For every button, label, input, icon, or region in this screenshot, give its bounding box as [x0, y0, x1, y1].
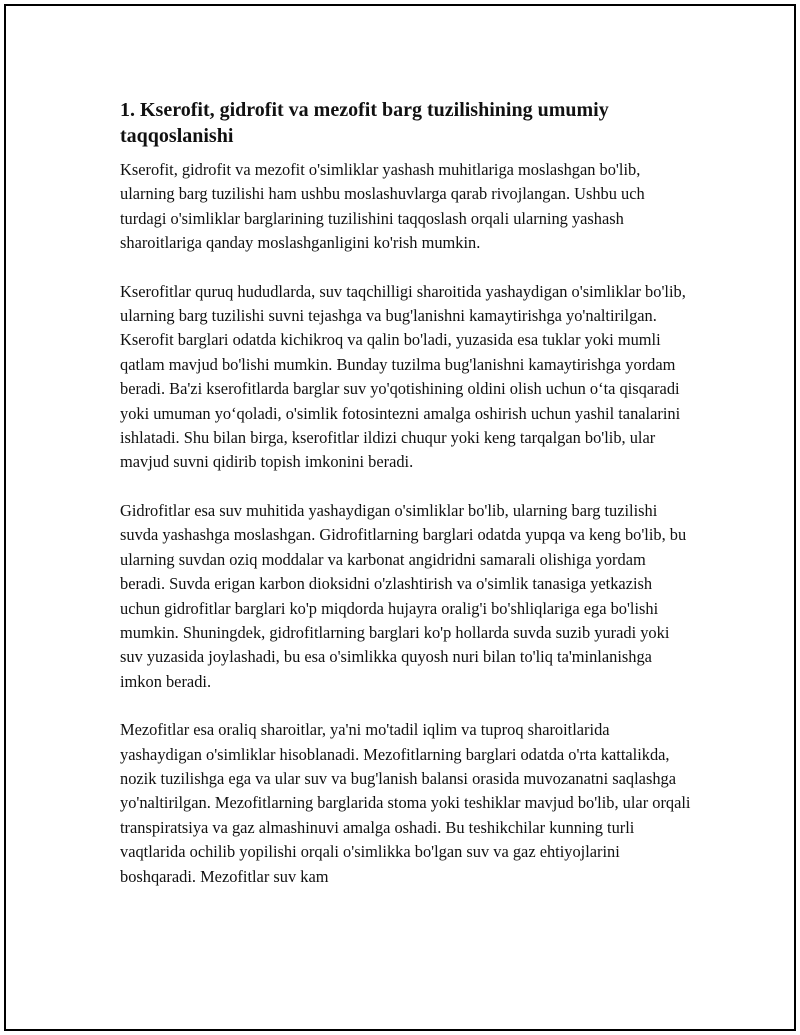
page-content: [120, 97, 692, 913]
paragraph-gidrofitlar: Gidrofitlar esa suv muhitida yashaydigan o'simliklar bo'lib, ularning barg tuzilishi suvda yashashga moslashgan. Gidrofitlarning barglari odatda yupqa va keng bo'lib, bu ularning suvdan oziq moddalar va karbonat angidridni samarali olishiga yordam beradi. Suvda erigan karbon dioksidni o'zlashtirish va o'simlik tanasiga yetkazish uchun gidrofitlar barglari ko'p miqdorda hujayra oralig'i bo'shliqlariga ega bo'lishi mumkin. Shuningdek, gidrofitlarning barglari ko'p hollarda suvda suzib yuradi yoki suv yuzasida joylashadi, bu esa o'simlikka quyosh nuri bilan to'liq ta'minlanishga imkon beradi.: [120, 500, 687, 691]
paragraph-kserofitlar: Kserofitlar quruq hududlarda, suv taqchilligi sharoitida yashaydigan o'simliklar bo'lib, ularning barg tuzilishi suvni tejashga va bug'lanishni kamaytirishga yo'naltirilgan. Kserofit barglari odatda kichikroq va qalin bo'ladi, yuzasida esa tuklar yoki mumli qatlam mavjud bo'lishi mumkin. Bunday tuzilma bug'lanishni kamaytirishga yordam beradi. Ba'zi kserofitlarda barglar suv yo'qotishining oldini olish uchun o‘ta qisqaradi yoki umuman yo‘qoladi, o'simlik fotosintezni amalga oshirish uchun yashil tanalarini ishlatadi. Shu bilan birga, kserofitlar ildizi chuqur yoki keng tarqalgan bo'lib, ular mavjud suvni qidirib topish imkonini beradi.: [120, 281, 686, 472]
document-page: [4, 4, 796, 1031]
paragraph-mezofitlar: Mezofitlar esa oraliq sharoitlar, ya'ni mo'tadil iqlim va tuproq sharoitlarida yashaydigan o'simliklar hisoblanadi. Mezofitlarning barglari odatda o'rta kattalikda, nozik tuzilishga ega va ular suv va bug'lanish balansi orasida muvozanatni saqlashga yo'naltirilgan. Mezofitlarning barglarida stoma yoki teshiklar mavjud bo'lib, ular orqali transpiratsiya va gaz almashinuvi amalga oshadi. Bu teshikchilar kunning turli vaqtlarida ochilib yopilishi orqali o'simlikka bo'lgan suv va gaz ehtiyojlarini boshqaradi. Mezofitlar suv kam: [120, 720, 691, 886]
paragraph-intro: Kserofit, gidrofit va mezofit o'simliklar yashash muhitlariga moslashgan bo'lib, ularning barg tuzilishi ham ushbu moslashuvlarga qarab rivojlangan. Ushbu uch turdagi o'simliklar barglarining tuzilishini taqqoslash orqali ularning yashash sharoitlariga qanday moslashganligini ko'rish mumkin.: [120, 160, 645, 253]
section-heading: 1. Kserofit, gidrofit va mezofit barg tuzilishining umumiy taqqoslanishi: [120, 99, 609, 147]
